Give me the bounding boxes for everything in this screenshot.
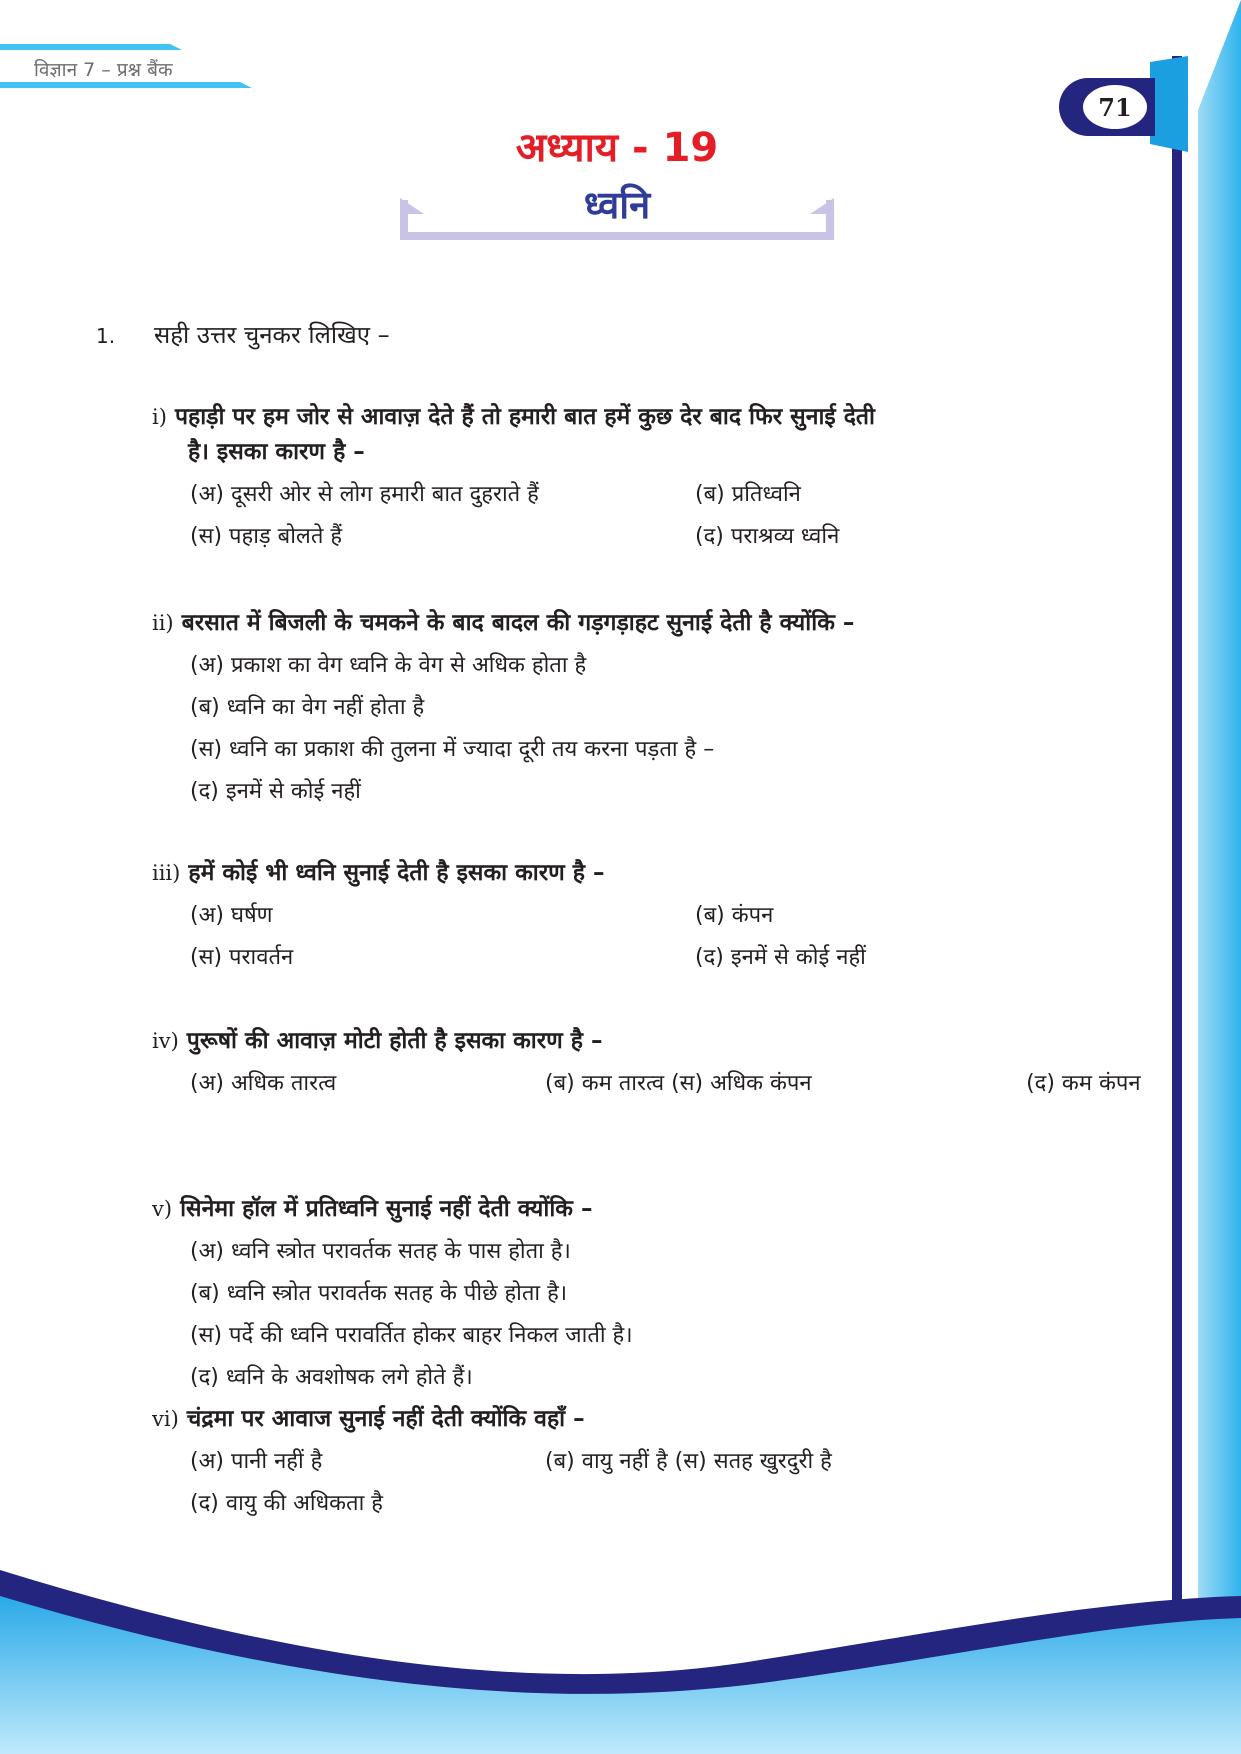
stem-text-continued: है। इसका कारण है – xyxy=(188,439,365,465)
mcq-stem xyxy=(152,1192,1152,1227)
side-panel xyxy=(1198,0,1241,1754)
mcq-item-3 xyxy=(152,856,1152,979)
option-a: (अ) दूसरी ओर से लोग हमारी बात दुहराते हैं xyxy=(190,482,539,507)
option-d: (द) इनमें से कोई नहीं xyxy=(190,779,361,804)
option-c: (स) सतह खुरदुरी है xyxy=(674,1449,832,1474)
option-b: (ब) कम तारत्व xyxy=(545,1071,665,1096)
options xyxy=(190,895,1152,979)
chapter-topic: ध्वनि xyxy=(583,183,651,227)
mcq-item-1 xyxy=(152,400,1152,558)
stem-text: पहाड़ी पर हम जोर से आवाज़ देते हैं तो हमारी बात हमें कुछ देर बाद फिर सुनाई देती xyxy=(174,404,875,430)
book-label: विज्ञान 7 – प्रश्न बैंक xyxy=(34,59,173,81)
option-d: (द) वायु की अधिकता है xyxy=(190,1491,383,1516)
option-c: (स) पहाड़ बोलते हैं xyxy=(190,524,343,549)
item-numeral: vi) xyxy=(152,1407,179,1431)
option-b: (ब) प्रतिध्वनि xyxy=(695,482,801,507)
page-number: 71 xyxy=(1083,85,1147,129)
option-b: (ब) ध्वनि स्त्रोत परावर्तक सतह के पीछे होता है। xyxy=(190,1281,568,1306)
options xyxy=(190,474,1152,558)
item-numeral: v) xyxy=(152,1197,173,1221)
mcq-stem xyxy=(152,856,1152,891)
options xyxy=(190,1231,1152,1399)
mcq-item-6 xyxy=(152,1402,1152,1525)
item-numeral: ii) xyxy=(152,611,174,635)
option-a: (अ) प्रकाश का वेग ध्वनि के वेग से अधिक होता है xyxy=(190,653,587,678)
header-stripe-top xyxy=(0,44,182,50)
option-c: (स) अधिक कंपन xyxy=(671,1071,812,1096)
stem-text: चंद्रमा पर आवाज सुनाई नहीं देती क्योंकि वहाँ – xyxy=(186,1406,585,1432)
option-b: (ब) ध्वनि का वेग नहीं होता है xyxy=(190,695,425,720)
option-b: (ब) कंपन xyxy=(695,903,774,928)
options xyxy=(190,645,1152,813)
stem-text: बरसात में बिजली के चमकने के बाद बादल की गड़गड़ाहट सुनाई देती है क्योंकि – xyxy=(181,610,855,636)
chapter-number: अध्याय - 19 xyxy=(515,125,719,171)
option-d: (द) पराश्रव्य ध्वनि xyxy=(695,524,840,549)
question-instruction: सही उत्तर चुनकर लिखिए – xyxy=(154,321,390,349)
question-heading xyxy=(96,318,390,351)
option-a: (अ) ध्वनि स्त्रोत परावर्तक सतह के पास होता है। xyxy=(190,1239,571,1264)
mcq-item-5 xyxy=(152,1192,1152,1399)
mcq-stem xyxy=(152,1402,1152,1437)
mcq-item-2 xyxy=(152,606,1152,813)
mcq-stem xyxy=(152,1024,1152,1059)
option-b: (ब) वायु नहीं है xyxy=(545,1449,668,1474)
mcq-stem xyxy=(152,400,1152,435)
mcq-item-4 xyxy=(152,1024,1152,1105)
option-a: (अ) पानी नहीं है xyxy=(190,1449,323,1474)
option-d: (द) ध्वनि के अवशोषक लगे होते हैं। xyxy=(190,1365,473,1390)
option-c: (स) पर्दे की ध्वनि परावर्तित होकर बाहर निकल जाती है। xyxy=(190,1323,633,1348)
item-numeral: iii) xyxy=(152,861,181,885)
option-d: (द) कम कंपन xyxy=(1026,1071,1141,1096)
badge-tab xyxy=(1150,56,1188,152)
item-numeral: iv) xyxy=(152,1029,179,1053)
side-navy-bar xyxy=(1172,56,1182,1616)
option-a: (अ) अधिक तारत्व xyxy=(190,1071,337,1096)
option-a: (अ) घर्षण xyxy=(190,903,273,928)
header-stripe-bottom xyxy=(0,82,252,88)
option-d: (द) इनमें से कोई नहीं xyxy=(695,945,866,970)
option-c: (स) परावर्तन xyxy=(190,945,294,970)
stem-text: हमें कोई भी ध्वनि सुनाई देती है इसका कारण है – xyxy=(188,860,605,886)
option-c: (स) ध्वनि का प्रकाश की तुलना में ज्यादा दूरी तय करना पड़ता है – xyxy=(190,737,715,762)
mcq-stem xyxy=(152,606,1152,641)
page-number-badge xyxy=(1059,78,1155,136)
stem-text: सिनेमा हॉल में प्रतिध्वनि सुनाई नहीं देती क्योंकि – xyxy=(180,1196,593,1222)
question-number: 1. xyxy=(96,324,116,348)
item-numeral: i) xyxy=(152,405,167,429)
stem-text: पुरूषों की आवाज़ मोटी होती है इसका कारण है – xyxy=(186,1028,603,1054)
options xyxy=(190,1441,1152,1525)
options xyxy=(190,1063,1152,1105)
